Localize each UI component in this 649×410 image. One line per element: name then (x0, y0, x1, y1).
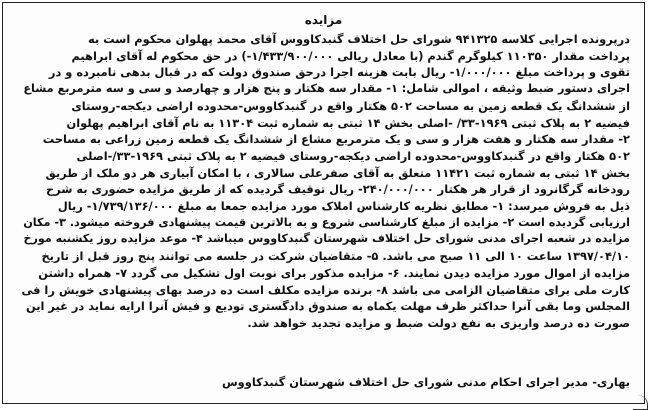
notice-line: المجلس وما بقی آنرا حداکثر ظرف مهلت یکماه به صندوق دادگستری تودیع و فیش آنرا ارایه نماید در غیر این (25, 299, 630, 314)
notice-signature: بهاری- مدیر اجرای احکام مدنی شورای حل اختلاف شهرستان گنبدکاووس (221, 375, 630, 389)
notice-line: فیضیه ۲ به پلاک ثبتی ۱۹۶۹-۳۳/ -اصلی بخش ۱۴ ثبتی به شماره ثبت ۱۱۳۰۴ به نام آقای ابراهیم پهلوان (66, 115, 630, 130)
notice-line: ۵۰۲ هکتار واقع در گنبدکاووس-محدوده اراضی دیکجه-روستای فیضیه ۲ به پلاک ثبتی ۱۹۶۹-۳۳/-اصلی (76, 148, 630, 163)
notice-line: درپرونده اجرایی کلاسه ۹۴۱۳۲۵ شورای حل اختلاف گنبدکاووس آقای محمد پهلوان محکوم است به (87, 32, 630, 46)
notice-line: مزایده در شعبه اجرای مدنی شورای حل اختلاف شهرستان گنبدکاووس میباشد ۴- موعد مزایده روز یکشنبه مورخ (23, 232, 630, 246)
notice-line: تقوی و پرداخت مبلغ ۱/۰۰۰/۰۰۰- ریال بابت هزینه اجرا درحق صندوق دولت که در قبال بدهی نامبرده و در (48, 65, 630, 80)
notice-body (17, 31, 630, 332)
notice-frame (2, 2, 645, 404)
notice-line: کارت ملی برای متقاضیان الزامی می باشد ۸- برنده مزایده مکلف است ده درصد بهای پیشنهادی خویش را فی (21, 282, 630, 297)
notice-line: ۲- مقدار سه هکتار و هفت هزار و سی و یک مترمربع مشاع از ششدانگ یک قطعه زمین زراعی به مساحت (42, 132, 630, 147)
notice-title: مزایده (304, 13, 343, 27)
notice-line: بخش ۱۴ ثبتی به شماره ثبت ۱۱۴۲۱ متعلق به آقای صفرعلی سالاری ، با امکان آبیاری هر دو ملک از طریق (45, 165, 630, 180)
notice-line: مزایده از اموال مورد مزایده دیدن نمایند. ۶- مزایده مذکور برای نوبت اول تشکیل می گردد ۷- همراه داشتن (38, 265, 630, 280)
notice-line: پرداخت مقدار ۱۱۰۳۵۰ کیلوگرم گندم (با معادل ریالی ۱/۴۳۳/۹۰۰/۰۰۰-) در حق محکوم له آقای ابراهیم (71, 48, 630, 63)
notice-line: رودخانه گرگانرود از قرار هر هکتار ۲۴۰/۰۰۰/۰۰۰- ریال توقیف گردیده که از طریق مزایده حضوری به شرح (45, 182, 630, 197)
notice-line: از ششدانگ یک قطعه زمین به مساحت ۵۰۲ هکتار واقع در گنبدکاووس-محدوده اراضی دیکجه-روستای (71, 98, 630, 113)
notice-line: ۱۳۹۷/۰۴/۱۰ ساعت ۱۰ الی ۱۱ صبح می باشد. ۵- متقاضیان شرکت در جلسه می توانند پنج روز قبل از تاریخ (41, 249, 630, 264)
notice-line: صورت ده درصد واریزی به نفع دولت ضبط و مزایده تجدید خواهد شد. (247, 315, 630, 330)
notice-line: ارزیابی گردیده است ۲- مزایده از مبلغ کارشناسی شروع و به بالاترین قیمت پیشنهادی فروخته میشود. ۳- مکان (23, 215, 630, 229)
notice-line: اجرای دستور ضبط وثیقه ، اموالی شامل: ۱- مقدار سه هکتار و پنج هزار و چهارصد و سی و سه مترمربع مشاع (23, 82, 630, 96)
notice-line: ذیل به فروش میرسد: ۱- مطابق نظریه کارشناس املاک مورد مزایده جمعا به مبلغ ۱/۷۳۹/۱۳۶/۰۰۰- ریال (57, 199, 630, 214)
